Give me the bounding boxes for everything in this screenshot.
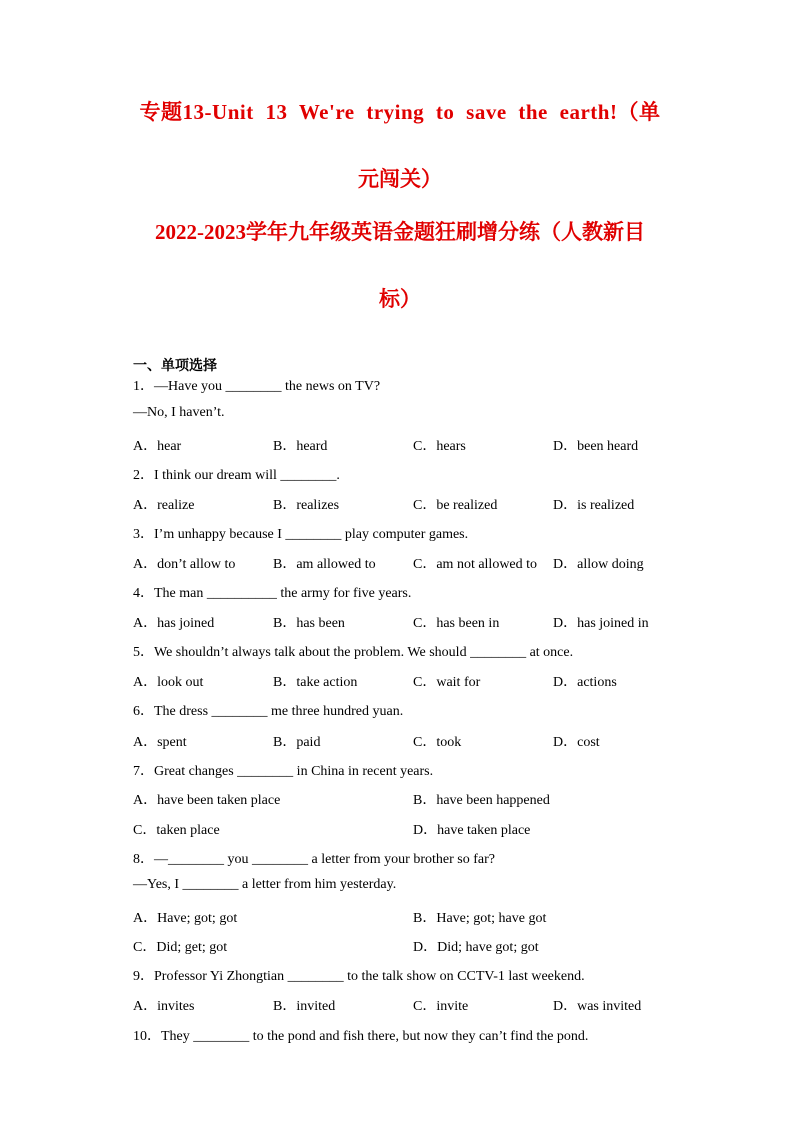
question-8-stem: 8．—________ you ________ a letter from your brother so far? bbox=[133, 852, 495, 867]
question-5-option-d[interactable]: D．actions bbox=[553, 675, 617, 690]
question-4-option-c[interactable]: C．has been in bbox=[413, 616, 500, 631]
question-6-option-b[interactable]: B．paid bbox=[273, 735, 321, 750]
question-3-option-a[interactable]: A．don’t allow to bbox=[133, 557, 236, 572]
question-7-option-c[interactable]: C．taken place bbox=[133, 823, 220, 838]
question-7-option-b[interactable]: B．have been happened bbox=[413, 793, 550, 808]
title-line-3: 2022-2023学年九年级英语金题狂刷增分练（人教新目 bbox=[155, 220, 645, 244]
question-2-stem: 2．I think our dream will ________. bbox=[133, 468, 340, 483]
question-2-option-b[interactable]: B．realizes bbox=[273, 498, 340, 513]
question-7-option-d[interactable]: D．have taken place bbox=[413, 823, 531, 838]
question-6-option-a[interactable]: A．spent bbox=[133, 735, 187, 750]
question-8-reply: —Yes, I ________ a letter from him yesterday. bbox=[133, 877, 397, 892]
question-9-option-a[interactable]: A．invites bbox=[133, 999, 195, 1014]
question-1-reply: —No, I haven’t. bbox=[133, 405, 225, 420]
question-5-option-b[interactable]: B．take action bbox=[273, 675, 358, 690]
question-8-option-a[interactable]: A．Have; got; got bbox=[133, 911, 238, 926]
question-4-stem: 4．The man __________ the army for five years. bbox=[133, 586, 412, 601]
question-4-option-b[interactable]: B．has been bbox=[273, 616, 345, 631]
title-line-1: 专题13-Unit 13 We're trying to save the earth!（单 bbox=[139, 100, 661, 124]
question-1-option-c[interactable]: C．hears bbox=[413, 439, 466, 454]
question-6-option-c[interactable]: C．took bbox=[413, 735, 462, 750]
question-4-option-d[interactable]: D．has joined in bbox=[553, 616, 649, 631]
question-6-option-d[interactable]: D．cost bbox=[553, 735, 600, 750]
question-1-stem: 1．—Have you ________ the news on TV? bbox=[133, 379, 381, 394]
question-1-option-b[interactable]: B．heard bbox=[273, 439, 328, 454]
question-9-stem: 9．Professor Yi Zhongtian ________ to the talk show on CCTV-1 last weekend. bbox=[133, 969, 585, 984]
section-heading: 一、单项选择 bbox=[133, 359, 217, 374]
question-9-option-b[interactable]: B．invited bbox=[273, 999, 336, 1014]
question-10-stem: 10．They ________ to the pond and fish there, but now they can’t find the pond. bbox=[133, 1029, 589, 1044]
question-8-option-d[interactable]: D．Did; have got; got bbox=[413, 940, 539, 955]
question-3-option-b[interactable]: B．am allowed to bbox=[273, 557, 376, 572]
question-1-option-a[interactable]: A．hear bbox=[133, 439, 182, 454]
question-9-option-c[interactable]: C．invite bbox=[413, 999, 469, 1014]
question-2-option-d[interactable]: D．is realized bbox=[553, 498, 635, 513]
question-1-option-d[interactable]: D．been heard bbox=[553, 439, 639, 454]
question-2-option-c[interactable]: C．be realized bbox=[413, 498, 498, 513]
question-4-option-a[interactable]: A．has joined bbox=[133, 616, 215, 631]
title-line-4: 标） bbox=[379, 287, 421, 311]
question-8-option-c[interactable]: C．Did; get; got bbox=[133, 940, 228, 955]
question-7-stem: 7．Great changes ________ in China in recent years. bbox=[133, 764, 434, 779]
question-6-stem: 6．The dress ________ me three hundred yuan. bbox=[133, 704, 404, 719]
title-line-2: 元闯关） bbox=[358, 167, 442, 191]
question-3-stem: 3．I’m unhappy because I ________ play computer games. bbox=[133, 527, 469, 542]
question-8-option-b[interactable]: B．Have; got; have got bbox=[413, 911, 547, 926]
question-5-option-a[interactable]: A．look out bbox=[133, 675, 204, 690]
question-2-option-a[interactable]: A．realize bbox=[133, 498, 195, 513]
question-5-option-c[interactable]: C．wait for bbox=[413, 675, 481, 690]
question-5-stem: 5．We shouldn’t always talk about the problem. We should ________ at once. bbox=[133, 645, 574, 660]
question-9-option-d[interactable]: D．was invited bbox=[553, 999, 642, 1014]
question-3-option-d[interactable]: D．allow doing bbox=[553, 557, 644, 572]
question-3-option-c[interactable]: C．am not allowed to bbox=[413, 557, 538, 572]
question-7-option-a[interactable]: A．have been taken place bbox=[133, 793, 281, 808]
